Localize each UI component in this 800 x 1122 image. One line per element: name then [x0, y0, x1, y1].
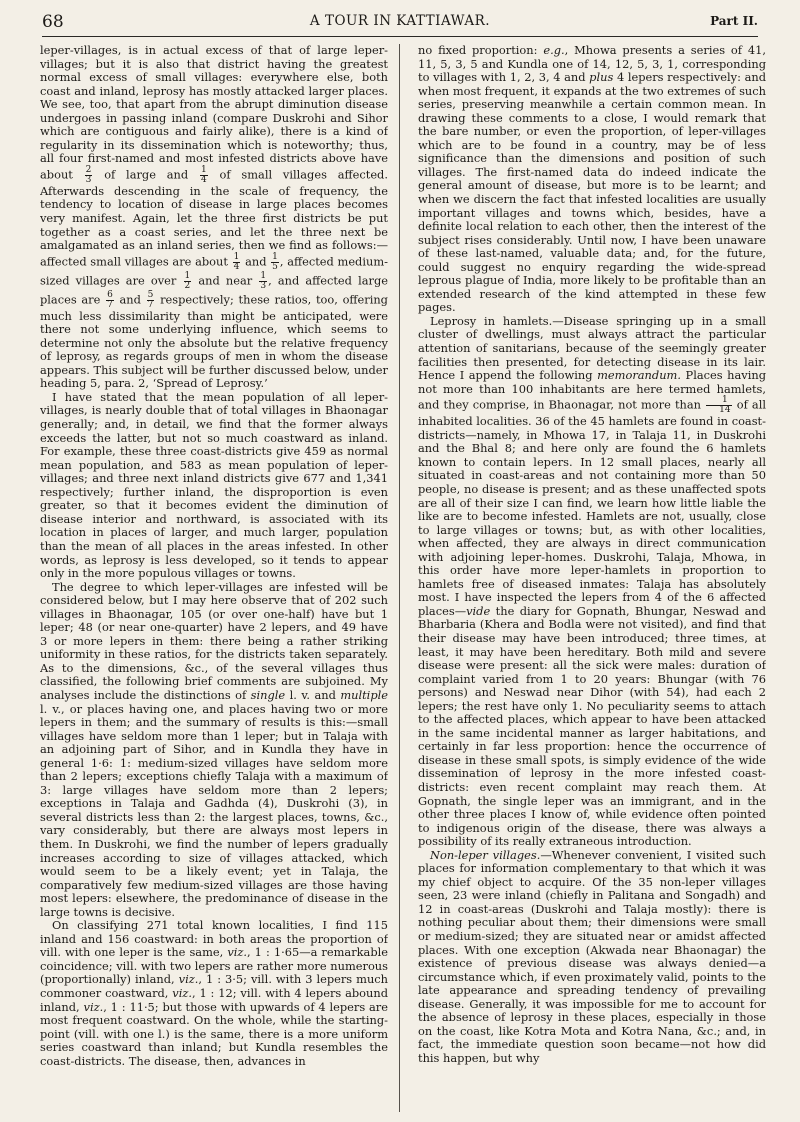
fraction: $\frac{1}{14}$: [706, 396, 731, 415]
running-title: A TOUR IN KATTIAWAR.: [309, 13, 491, 29]
paragraph: Non-leper villages.—Whenever convenient, I visited such places for information complementary to that which it was my chief object to acquire. Of the 35 non-leper villages seen, 23 were inland (chiefly in Palitana and Songadh) and 12 in coast-areas (Duskrohi and Talaja mostly): there is nothing peculiar about them; their dimensions were small or medium-sized; they are situated near or amidst affected places. With one exception (Akwada near Bhaonagar) the existence of previous disease was always denied—a circumstance which, if even proximately valid, points to the late appearance and spreading tendency of prevailing disease. Generally, it was impossible for me to account for the absence of leprosy in these places, especially in those on the coast, like Kotra Mota and Kotra Nana, &c.; and, in fact, the immediate question soon became—not how did this happen, but why: [418, 847, 766, 1065]
paragraph: leper-villages, is in actual excess of that of large leper-villages; but it is also that district having the greatest normal excess of small villages: everywhere else, both coast and inland, leprosy has mostly attacked larger places. We see, too, that apart from the abrupt diminution disease undergoes in passing inland (compare Duskrohi and Sihor which are contiguous and fairly alike), there is a kind of regularity in its dissemination which is noteworthy; thus, all four first-named and most infested districts above have about $\frac{2}{3}$ of large and $\frac{1}{4}$ of small villages affected. Afterwards descending in the scale of frequency, the tendency to location of disease in large places becomes very manifest. Again, let the three first districts be put together as a coast series, and let the three next be amalgamated as an inland series, then we find as follows:—affected small villages are about $\frac{1}{4}$ and $\frac{1}{5}$ , affected medium-sized villages are over $\frac{1}{2}$ and near $\frac{1}{3}$ , and affected large places are $\frac{6}{7}$ and $\frac{5}{7}$ respectively; these ratios, too, offering much less dissimilarity than might be anticipated, were there not some underlying influence, which seems to determine not only the absolute but the relative frequency of leprosy, as regards groups of men in whom the disease appears. This subject will be further discussed below, under heading 5, para. 2, ‘Spread of Leprosy.’: [40, 44, 388, 391]
part-label: Part II.: [710, 14, 758, 28]
column-divider: [399, 44, 400, 1112]
paragraph: I have stated that the mean population of all leper-villages, is nearly double that of total villages in Bhaonagar generally; and, in detail, we find that the former always exceeds the latter, but not so much coastward as inland. For example, these three coast-districts give 459 as normal mean population, and 583 as mean population of leper-villages; and three next inland districts give 677 and 1,341 respectively; further inland, the disproportion is even greater, so that it becomes evident the diminution of disease interior and northward, is associated with its location in places of larger, and much larger, population than the mean of all places in the areas infested. In other words, as leprosy is less developed, so it tends to appear only in the more populous villages or towns.: [40, 389, 388, 581]
fraction: $\frac{1}{4}$: [233, 251, 240, 272]
fraction: $\frac{1}{3}$: [260, 270, 267, 291]
right-column: [418, 44, 766, 1114]
fraction: $\frac{5}{7}$: [147, 289, 154, 310]
page-number: 68: [42, 12, 64, 32]
section-heading: Non-leper villages.: [430, 847, 541, 862]
fraction: $\frac{1}{5}$: [272, 251, 278, 272]
left-column: [40, 44, 388, 1114]
paragraph: no fixed proportion: e.g., Mhowa presents a series of 41, 11, 5, 3, 5 and Kundla one of 14, 12, 5, 3, 1, corresponding to villages with 1, 2, 3, 4 and plus 4 lepers respectively: and when most frequent, it expands at the two extremes of such series, preserving meanwhile a certain common mean. In drawing these comments to a close, I would remark that the bare number, or even the proportion, of leper-villages which are to be found in a country, may be of less significance than the dimensions and position of such villages. The first-named data do indeed indicate the general amount of disease, but more is to be learnt; and when we discern the fact that infested localities are usually important villages and towns which, besides, have a definite local relation to each other, then the interest of the subject rises considerably. Until now, I have been unaware of these last-named, valuable data; and, for the future, could suggest no enquiry regarding the wide-spread leprous plague of India, more likely to be profitable than an extended research of the kind attempted in these few pages.: [418, 44, 766, 315]
paragraph: Leprosy in hamlets.—Disease springing up in a small cluster of dwellings, must always attract the particular attention of sanitarians, because of the seemingly greater facilities then presented, for detecting disease in its lair. Hence I append the following memorandum. Places having not more than 100 inhabitants are here termed hamlets, and they comprise, in Bhaonagar, not more than $\frac{1}{14}$ of all inhabited localities. 36 of the 45 hamlets are found in coast-districts—namely, in Mhowa 17, in Talaja 11, in Duskrohi and the Bhal 8; and here only are found the 6 hamlets known to contain lepers. In 12 small places, nearly all situated in coast-areas and not containing more than 50 people, no disease is present; and as these unaffected spots are all of their size I can find, we learn how little liable the like are to become infested. Hamlets are not, usually, close to large villages or towns; but, as with other localities, when affected, they are always in direct communication with adjoining leper-homes. Duskrohi, Talaja, Mhowa, in this order have more leper-hamlets in proportion to hamlets free of diseased inmates: Talaja has absolutely most. I have inspected the lepers from 4 of the 6 affected places—vide the diary for Gopnath, Bhungar, Neswad and Bharbaria (Khera and Bodla were not visited), and find that their disease may have been introduced; three times, at least, it may have been hereditary. Both mild and severe disease were present: all the sick were males: duration of complaint varied from 1 to 20 years: Bhungar (with 76 persons) and Neswad near Dihor (with 54), had each 2 lepers; the rest have only 1. No peculiarity seems to attach to the affected places, which appear to have been attacked in the same incidental manner as larger habitations, and certainly in far less proportion: hence the occurrence of disease in these small spots, is simply evidence of the wide dissemination of leprosy in the more infested coast-districts: even recent complaint may reach them. At Gopnath, the single leper was an immigrant, and in the other three places I know of, while evidence often pointed to indigenous origin of the disease, there was always a possibility of its really extraneous introduction.: [418, 313, 766, 849]
fraction: $\frac{2}{3}$: [85, 164, 92, 185]
page-header: [42, 6, 758, 37]
fraction: $\frac{6}{7}$: [107, 289, 113, 310]
paragraph: On classifying 271 total known localities, I find 115 inland and 156 coastward: in both areas the proportion of vill. with one leper is the same, viz., 1 : 1·65—a remarkable coincidence; vill. with two lepers are rather more numerous (proportionally) inland, viz., 1 : 3·5; vill. with 3 lepers much commoner coastward, viz., 1 : 12; vill. with 4 lepers abound inland, viz., 1 : 11·5; but those with upwards of 4 lepers are most frequent coastward. On the whole, while the starting-point (vill. with one l.) is the same, there is a more uniform series coastward than inland; but Kundla resembles the coast-districts. The disease, then, advances in: [40, 918, 388, 1068]
fraction: $\frac{1}{2}$: [184, 270, 191, 291]
paragraph: The degree to which leper-villages are infested will be considered below, but I may here observe that of 202 such villages in Bhaonagar, 105 (or over one-half) have but 1 leper; 48 (or near one-quarter) have 2 lepers, and 49 have 3 or more lepers in them: there being a rather striking uniformity in these ratios, for the districts taken separately. As to the dimensions, &c., of the several villages thus classified, the following brief comments are subjoined. My analyses include the distinctions of single l. v. and multiple l. v., or places having one, and places having two or more lepers in them; and the summary of results is this:—small villages have seldom more than 1 leper; but in Talaja with an adjoining part of Sihor, and in Kundla they have in general 1·6: 1: medium-sized villages have seldom more than 2 lepers; exceptions chiefly Talaja with a maximum of 3: large villages have seldom more than 2 lepers; exceptions in Talaja and Gadhda (4), Duskrohi (3), in several districts less than 2: the largest places, towns, &c., vary considerably, but there are always most lepers in them. In Duskrohi, we find the number of lepers gradually increases according to size of villages attacked, which would seem to be a likely event; yet in Talaja, the comparatively few medium-sized villages are those having most lepers: elsewhere, the predominance of disease in the large towns is decisive.: [40, 579, 388, 919]
fraction: $\frac{1}{4}$: [200, 164, 207, 185]
